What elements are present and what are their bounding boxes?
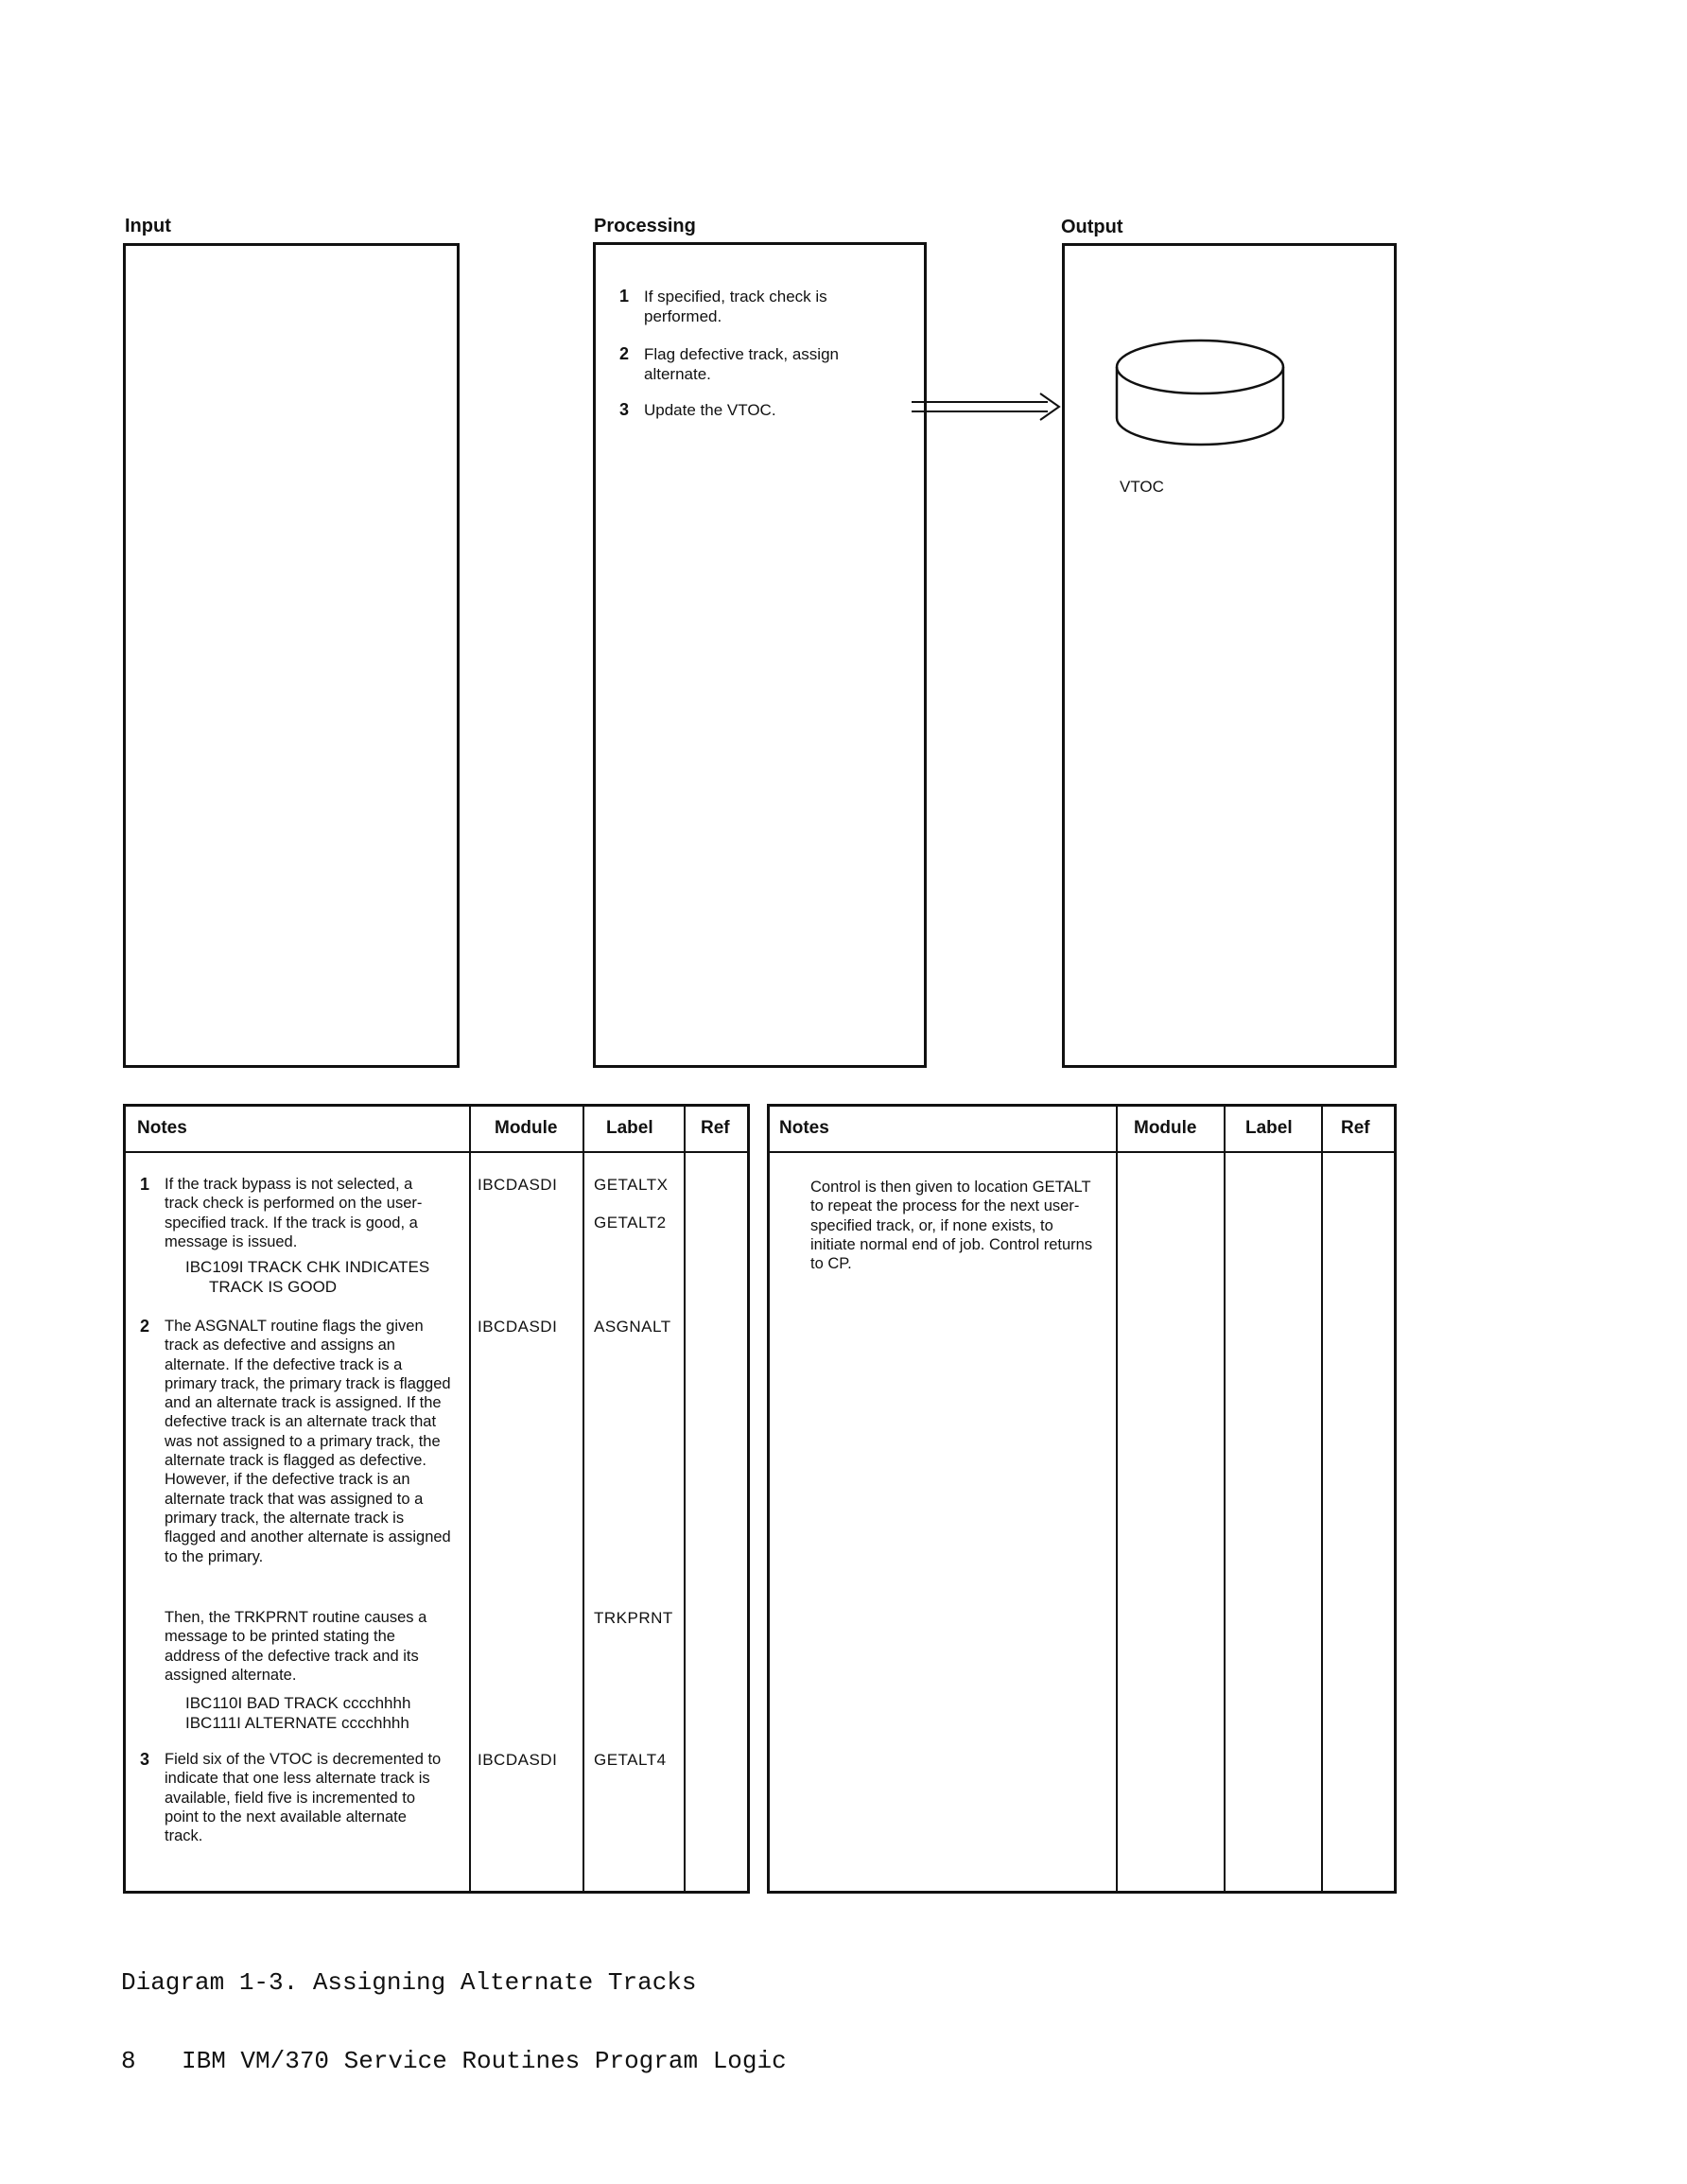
page-number: 8 — [121, 2047, 136, 2075]
left-notes-table — [123, 1104, 750, 1894]
processing-box — [593, 242, 927, 1068]
note-2-label: ASGNALT — [594, 1318, 671, 1336]
processing-header: Processing — [594, 216, 696, 236]
right-ref-header: Ref — [1341, 1118, 1370, 1138]
note-2-message-1: IBC110I BAD TRACK cccchhhh — [185, 1694, 411, 1712]
note-1-message-2: TRACK IS GOOD — [209, 1278, 338, 1296]
label-header: Label — [606, 1118, 653, 1138]
double-arrow-icon — [908, 390, 1069, 424]
note-1-label-2: GETALT2 — [594, 1214, 667, 1232]
right-module-header: Module — [1134, 1118, 1197, 1138]
note-1-module: IBCDASDI — [478, 1176, 558, 1194]
right-label-header: Label — [1245, 1118, 1293, 1138]
note-2-continued: Then, the TRKPRNT routine causes a message to be printed stating the address of the defective track and its assigned alternate. — [165, 1609, 427, 1684]
processing-step-3: 3 Update the VTOC. — [619, 400, 776, 419]
processing-step-2: 2 Flag defective track, assign alternate. — [619, 344, 839, 383]
note-1-message-1: IBC109I TRACK CHK INDICATES — [185, 1258, 430, 1276]
notes-header: Notes — [137, 1118, 187, 1138]
note-3-label: GETALT4 — [594, 1751, 667, 1769]
input-box — [123, 243, 460, 1068]
note-1-label-1: GETALTX — [594, 1176, 669, 1194]
vtoc-disk-icon — [1113, 337, 1287, 460]
note-2-message-2: IBC111I ALTERNATE cccchhhh — [185, 1714, 409, 1732]
vtoc-label: VTOC — [1120, 478, 1164, 496]
output-box — [1062, 243, 1397, 1068]
input-header: Input — [125, 216, 171, 236]
ref-header: Ref — [701, 1118, 730, 1138]
diagram-caption: Diagram 1-3. Assigning Alternate Tracks — [121, 1968, 697, 1997]
right-note: Control is then given to location GETALT to repeat the process for the next user-specified track, or, if none exists, to initiate normal end of job. Control returns to CP. — [810, 1179, 1093, 1273]
output-header: Output — [1061, 217, 1123, 237]
processing-step-1: 1 If specified, track check is performed. — [619, 287, 827, 325]
note-2-module: IBCDASDI — [478, 1318, 558, 1336]
right-notes-header: Notes — [779, 1118, 829, 1138]
note-2-continued-label: TRKPRNT — [594, 1609, 673, 1627]
right-notes-table — [767, 1104, 1397, 1894]
note-3-module: IBCDASDI — [478, 1751, 558, 1769]
module-header: Module — [495, 1118, 558, 1138]
footer-title: IBM VM/370 Service Routines Program Logic — [182, 2047, 787, 2075]
note-1: 1 If the track bypass is not selected, a track check is performed on the user-specified track. If the track is good, a message is issued. — [140, 1175, 423, 1250]
note-3: 3 Field six of the VTOC is decremented to indicate that one less alternate track is available, field five is incremented to point to the next available alternate track. — [140, 1750, 442, 1845]
note-2: 2 The ASGNALT routine flags the given track as defective and assigns an alternate. If the defective track is a primary track, the primary track is flagged and an alternate track is assigned. If the defective track is an alternate track that was not assigned to a primary track, the alternate track is flagged as defective. However, if the defective track is an alternate track that was assigned to a primary track, the alternate track is flagged and another alternate is assigned to the primary. — [140, 1317, 451, 1565]
